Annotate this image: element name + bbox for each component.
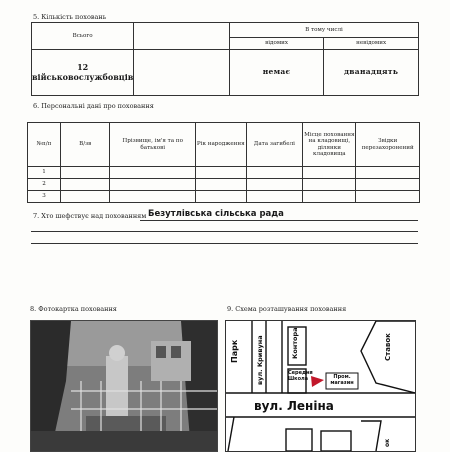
- th-rank: В/зв: [61, 123, 110, 167]
- blank-cell: [134, 50, 230, 96]
- th-reburied-from: Звідки перезахоронений: [356, 123, 420, 167]
- section7-line-2: [31, 231, 418, 232]
- th-number: №п/п: [28, 123, 61, 167]
- personal-data-table: [27, 122, 420, 203]
- burial-photo: [30, 320, 218, 452]
- park-label: Парк: [230, 339, 239, 363]
- section7-value: Безутлівська сільська рада: [148, 209, 284, 219]
- section7-line-3: [31, 243, 418, 244]
- total-value: [32, 50, 134, 96]
- school-label: Середня Школа: [288, 370, 313, 382]
- th-name: Прізвище, ім'я та по батькові: [110, 123, 196, 167]
- section6-heading: 6. Персональні дані про поховання: [33, 102, 154, 110]
- office-label: Контора: [291, 327, 299, 359]
- total-value-number: 12: [77, 62, 89, 73]
- row-number: 2: [28, 179, 61, 191]
- burial-count-table: [31, 22, 419, 96]
- pond-label: Ставок: [384, 333, 392, 361]
- including-header: В тому числі: [229, 23, 418, 38]
- row-number: 3: [28, 191, 61, 203]
- street-kryvuna-label: вул. Кривуна: [256, 335, 264, 385]
- section9-heading: 9. Схема розташування поховання: [227, 305, 347, 313]
- section7-underline: [140, 220, 418, 221]
- pharmacy-label: Пром. магазин: [330, 374, 354, 386]
- total-value-word: військовослужбовців: [32, 71, 134, 82]
- section7-label: 7. Хто шефствує над похованням: [33, 212, 147, 220]
- pond-bottom-label: ок: [384, 438, 391, 447]
- location-map: [225, 320, 416, 452]
- th-death-date: Дата загибелі: [246, 123, 303, 167]
- blank-header: [134, 23, 230, 50]
- burial-marker: [311, 376, 324, 387]
- th-burial-place: Місце поховання на кладовищі, ділянки кладовища: [303, 123, 356, 167]
- known-value: немає: [229, 50, 323, 96]
- th-birth-year: Рік народження: [196, 123, 246, 167]
- monument-photo-image: [31, 321, 217, 451]
- unknown-header: невідомих: [324, 38, 419, 50]
- street-lenina-label: вул. Леніна: [254, 399, 334, 413]
- section8-heading: 8. Фотокартка поховання: [30, 305, 117, 313]
- row-number: 1: [28, 167, 61, 179]
- total-header: Всього: [32, 23, 134, 50]
- unknown-value: дванадцять: [324, 50, 419, 96]
- section5-heading: 5. Кількість поховань: [33, 13, 107, 21]
- known-header: відомих: [229, 38, 323, 50]
